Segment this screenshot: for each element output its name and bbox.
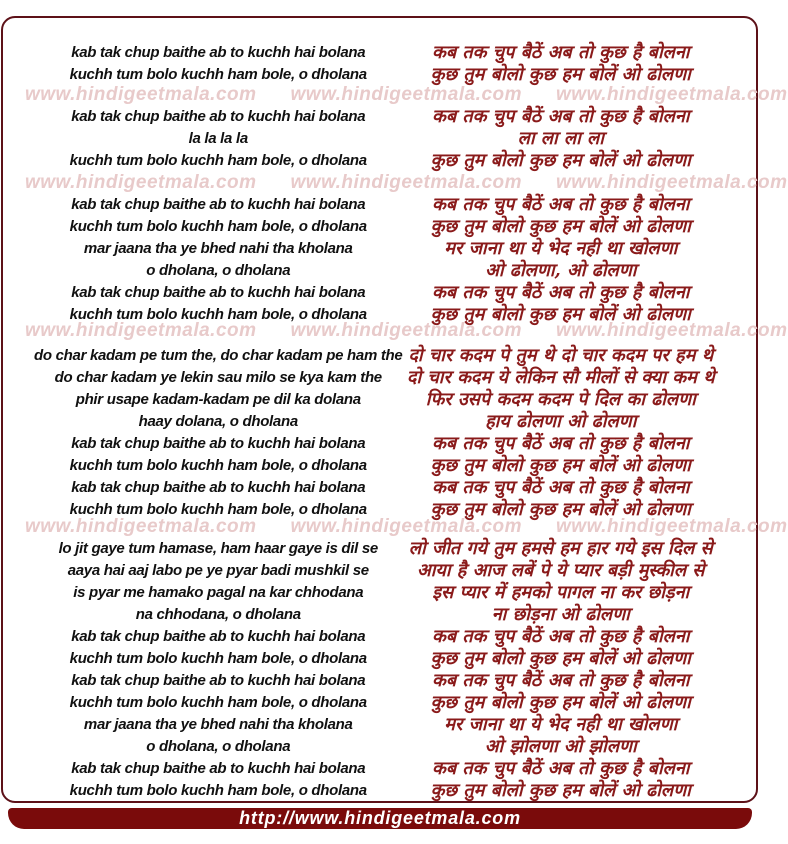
lyric-line-hindi: दो चार कदम पे तुम थे दो चार कदम पर हम थे [408, 345, 714, 366]
lyric-line-roman: aaya hai aaj labo pe ye pyar badi mushkil se [67, 562, 369, 579]
lyric-line-hindi: कब तक चुप बैठें अब तो कुछ है बोलना [432, 282, 690, 303]
lyric-line-roman: kuchh tum bolo kuchh ham bole, o dholana [69, 457, 367, 474]
lyric-line-roman: kab tak chup baithe ab to kuchh hai bolana [71, 108, 366, 125]
stanza-3 [3, 194, 756, 326]
lyric-line-hindi: कुछ तुम बोलो कुछ हम बोलें ओ ढोलणा [430, 150, 691, 171]
hindi-lyrics-column [380, 538, 757, 802]
lyric-line-roman: kab tak chup baithe ab to kuchh hai bolana [71, 196, 366, 213]
lyric-line-roman: haay dolana, o dholana [138, 413, 298, 430]
roman-lyrics-column [3, 42, 380, 86]
lyric-line-hindi: कब तक चुप बैठें अब तो कुछ है बोलना [432, 194, 690, 215]
lyric-line-hindi: कुछ तुम बोलो कुछ हम बोलें ओ ढोलणा [430, 648, 691, 669]
lyric-line-hindi: कुछ तुम बोलो कुछ हम बोलें ओ ढोलणा [430, 455, 691, 476]
lyric-line-hindi: कुछ तुम बोलो कुछ हम बोलें ओ ढोलणा [430, 64, 691, 85]
lyric-line-roman: kuchh tum bolo kuchh ham bole, o dholana [69, 152, 367, 169]
lyric-line-roman: kab tak chup baithe ab to kuchh hai bolana [71, 672, 366, 689]
lyric-line-hindi: कुछ तुम बोलो कुछ हम बोलें ओ ढोलणा [430, 692, 691, 713]
lyric-line-roman: o dholana, o dholana [146, 738, 291, 755]
lyric-line-hindi: मर जाना था ये भेद नही था खोलणा [444, 714, 678, 735]
hindi-lyrics-column [380, 345, 757, 521]
footer-url-link[interactable]: http://www.hindigeetmala.com [239, 808, 521, 828]
watermark-text: www.hindigeetmala.com [290, 320, 523, 341]
watermark-text: www.hindigeetmala.com [25, 516, 257, 537]
stanza-1 [3, 42, 756, 86]
lyric-line-roman: kuchh tum bolo kuchh ham bole, o dholana [69, 782, 367, 799]
lyric-line-hindi: कब तक चुप बैठें अब तो कुछ है बोलना [432, 670, 690, 691]
lyric-line-hindi: कब तक चुप बैठें अब तो कुछ है बोलना [432, 477, 690, 498]
lyric-line-hindi: इस प्यार में हमको पागल ना कर छोड़ना [432, 582, 690, 603]
lyric-line-roman: kuchh tum bolo kuchh ham bole, o dholana [69, 66, 367, 83]
lyric-line-hindi: कब तक चुप बैठें अब तो कुछ है बोलना [432, 42, 690, 63]
lyric-line-hindi: कुछ तुम बोलो कुछ हम बोलें ओ ढोलणा [430, 304, 691, 325]
watermark-text: www.hindigeetmala.com [290, 84, 523, 105]
watermark-text: www.hindigeetmala.com [25, 172, 257, 193]
lyric-line-hindi: कब तक चुप बैठें अब तो कुछ है बोलना [432, 626, 690, 647]
lyric-line-hindi: कब तक चुप बैठें अब तो कुछ है बोलना [432, 758, 690, 779]
lyric-line-roman: kuchh tum bolo kuchh ham bole, o dholana [69, 694, 367, 711]
stanza-2 [3, 106, 756, 172]
lyric-line-hindi: मर जाना था ये भेद नही था खोलणा [444, 238, 678, 259]
lyric-line-hindi: ला ला ला ला [517, 128, 604, 149]
lyric-line-roman: o dholana, o dholana [146, 262, 291, 279]
lyric-line-roman: kab tak chup baithe ab to kuchh hai bolana [71, 44, 366, 61]
lyric-line-roman: kuchh tum bolo kuchh ham bole, o dholana [69, 650, 367, 667]
lyrics-columns [3, 18, 756, 802]
stanza-4 [3, 345, 756, 521]
watermark-text: www.hindigeetmala.com [25, 84, 257, 105]
lyric-line-hindi: ना छोड़ना ओ ढोलणा [491, 604, 630, 625]
lyric-line-hindi: कुछ तुम बोलो कुछ हम बोलें ओ ढोलणा [430, 499, 691, 520]
roman-lyrics-column [3, 194, 380, 326]
lyric-line-roman: mar jaana tha ye bhed nahi tha kholana [83, 716, 353, 733]
lyric-line-hindi: ओ ढोलणा, ओ ढोलणा [485, 260, 637, 281]
lyric-line-hindi: कब तक चुप बैठें अब तो कुछ है बोलना [432, 433, 690, 454]
lyric-line-roman: lo jit gaye tum hamase, ham haar gaye is dil se [58, 540, 378, 557]
watermark-text: www.hindigeetmala.com [290, 172, 523, 193]
lyric-line-roman: mar jaana tha ye bhed nahi tha kholana [83, 240, 353, 257]
lyric-line-roman: kab tak chup baithe ab to kuchh hai bolana [71, 479, 366, 496]
lyric-line-roman: do char kadam ye lekin sau milo se kya kam the [54, 369, 382, 386]
lyric-line-roman: kuchh tum bolo kuchh ham bole, o dholana [69, 501, 367, 518]
watermark-text: www.hindigeetmala.com [556, 516, 788, 537]
footer-url-bar [8, 808, 752, 829]
lyric-line-roman: kab tak chup baithe ab to kuchh hai bolana [71, 284, 366, 301]
lyric-line-hindi: फिर उसपे कदम कदम पे दिल का ढोलणा [425, 389, 696, 410]
lyric-line-roman: kuchh tum bolo kuchh ham bole, o dholana [69, 306, 367, 323]
roman-lyrics-column [3, 345, 403, 521]
stanza-5 [3, 538, 756, 802]
lyric-line-roman: kab tak chup baithe ab to kuchh hai bolana [71, 435, 366, 452]
hindi-lyrics-column [380, 194, 757, 326]
lyric-line-hindi: लो जीत गये तुम हमसे हम हार गये इस दिल से [408, 538, 713, 559]
lyric-line-roman: kab tak chup baithe ab to kuchh hai bolana [71, 628, 366, 645]
lyrics-box [1, 16, 788, 803]
lyric-line-hindi: दो चार कदम ये लेकिन सौ मीलों से क्या कम थे [406, 367, 715, 388]
lyric-line-hindi: कब तक चुप बैठें अब तो कुछ है बोलना [432, 106, 690, 127]
lyric-line-hindi: कुछ तुम बोलो कुछ हम बोलें ओ ढोलणा [430, 780, 691, 801]
lyric-line-roman: la la la la [188, 130, 248, 147]
lyric-line-hindi: ओ झोलणा ओ झोलणा [484, 736, 637, 757]
watermark-text: www.hindigeetmala.com [25, 320, 257, 341]
lyric-line-hindi: हाय ढोलणा ओ ढोलणा [485, 411, 637, 432]
lyric-line-hindi: आया है आज लबें पे ये प्यार बड़ी मुस्कील से [417, 560, 705, 581]
watermark-text: www.hindigeetmala.com [556, 172, 788, 193]
lyric-line-roman: is pyar me hamako pagal na kar chhodana [73, 584, 364, 601]
lyric-line-roman: kuchh tum bolo kuchh ham bole, o dholana [69, 218, 367, 235]
watermark-text: www.hindigeetmala.com [556, 320, 788, 341]
watermark-text: www.hindigeetmala.com [290, 516, 523, 537]
lyric-line-roman: do char kadam pe tum the, do char kadam pe ham the [34, 347, 403, 364]
roman-lyrics-column [3, 106, 380, 172]
lyric-line-hindi: कुछ तुम बोलो कुछ हम बोलें ओ ढोलणा [430, 216, 691, 237]
lyric-line-roman: na chhodana, o dholana [135, 606, 301, 623]
watermark-text: www.hindigeetmala.com [556, 84, 788, 105]
hindi-lyrics-column [380, 106, 757, 172]
hindi-lyrics-column [380, 42, 757, 86]
lyric-line-roman: kab tak chup baithe ab to kuchh hai bolana [71, 760, 366, 777]
lyric-line-roman: phir usape kadam-kadam pe dil ka dolana [75, 391, 361, 408]
roman-lyrics-column [3, 538, 380, 802]
